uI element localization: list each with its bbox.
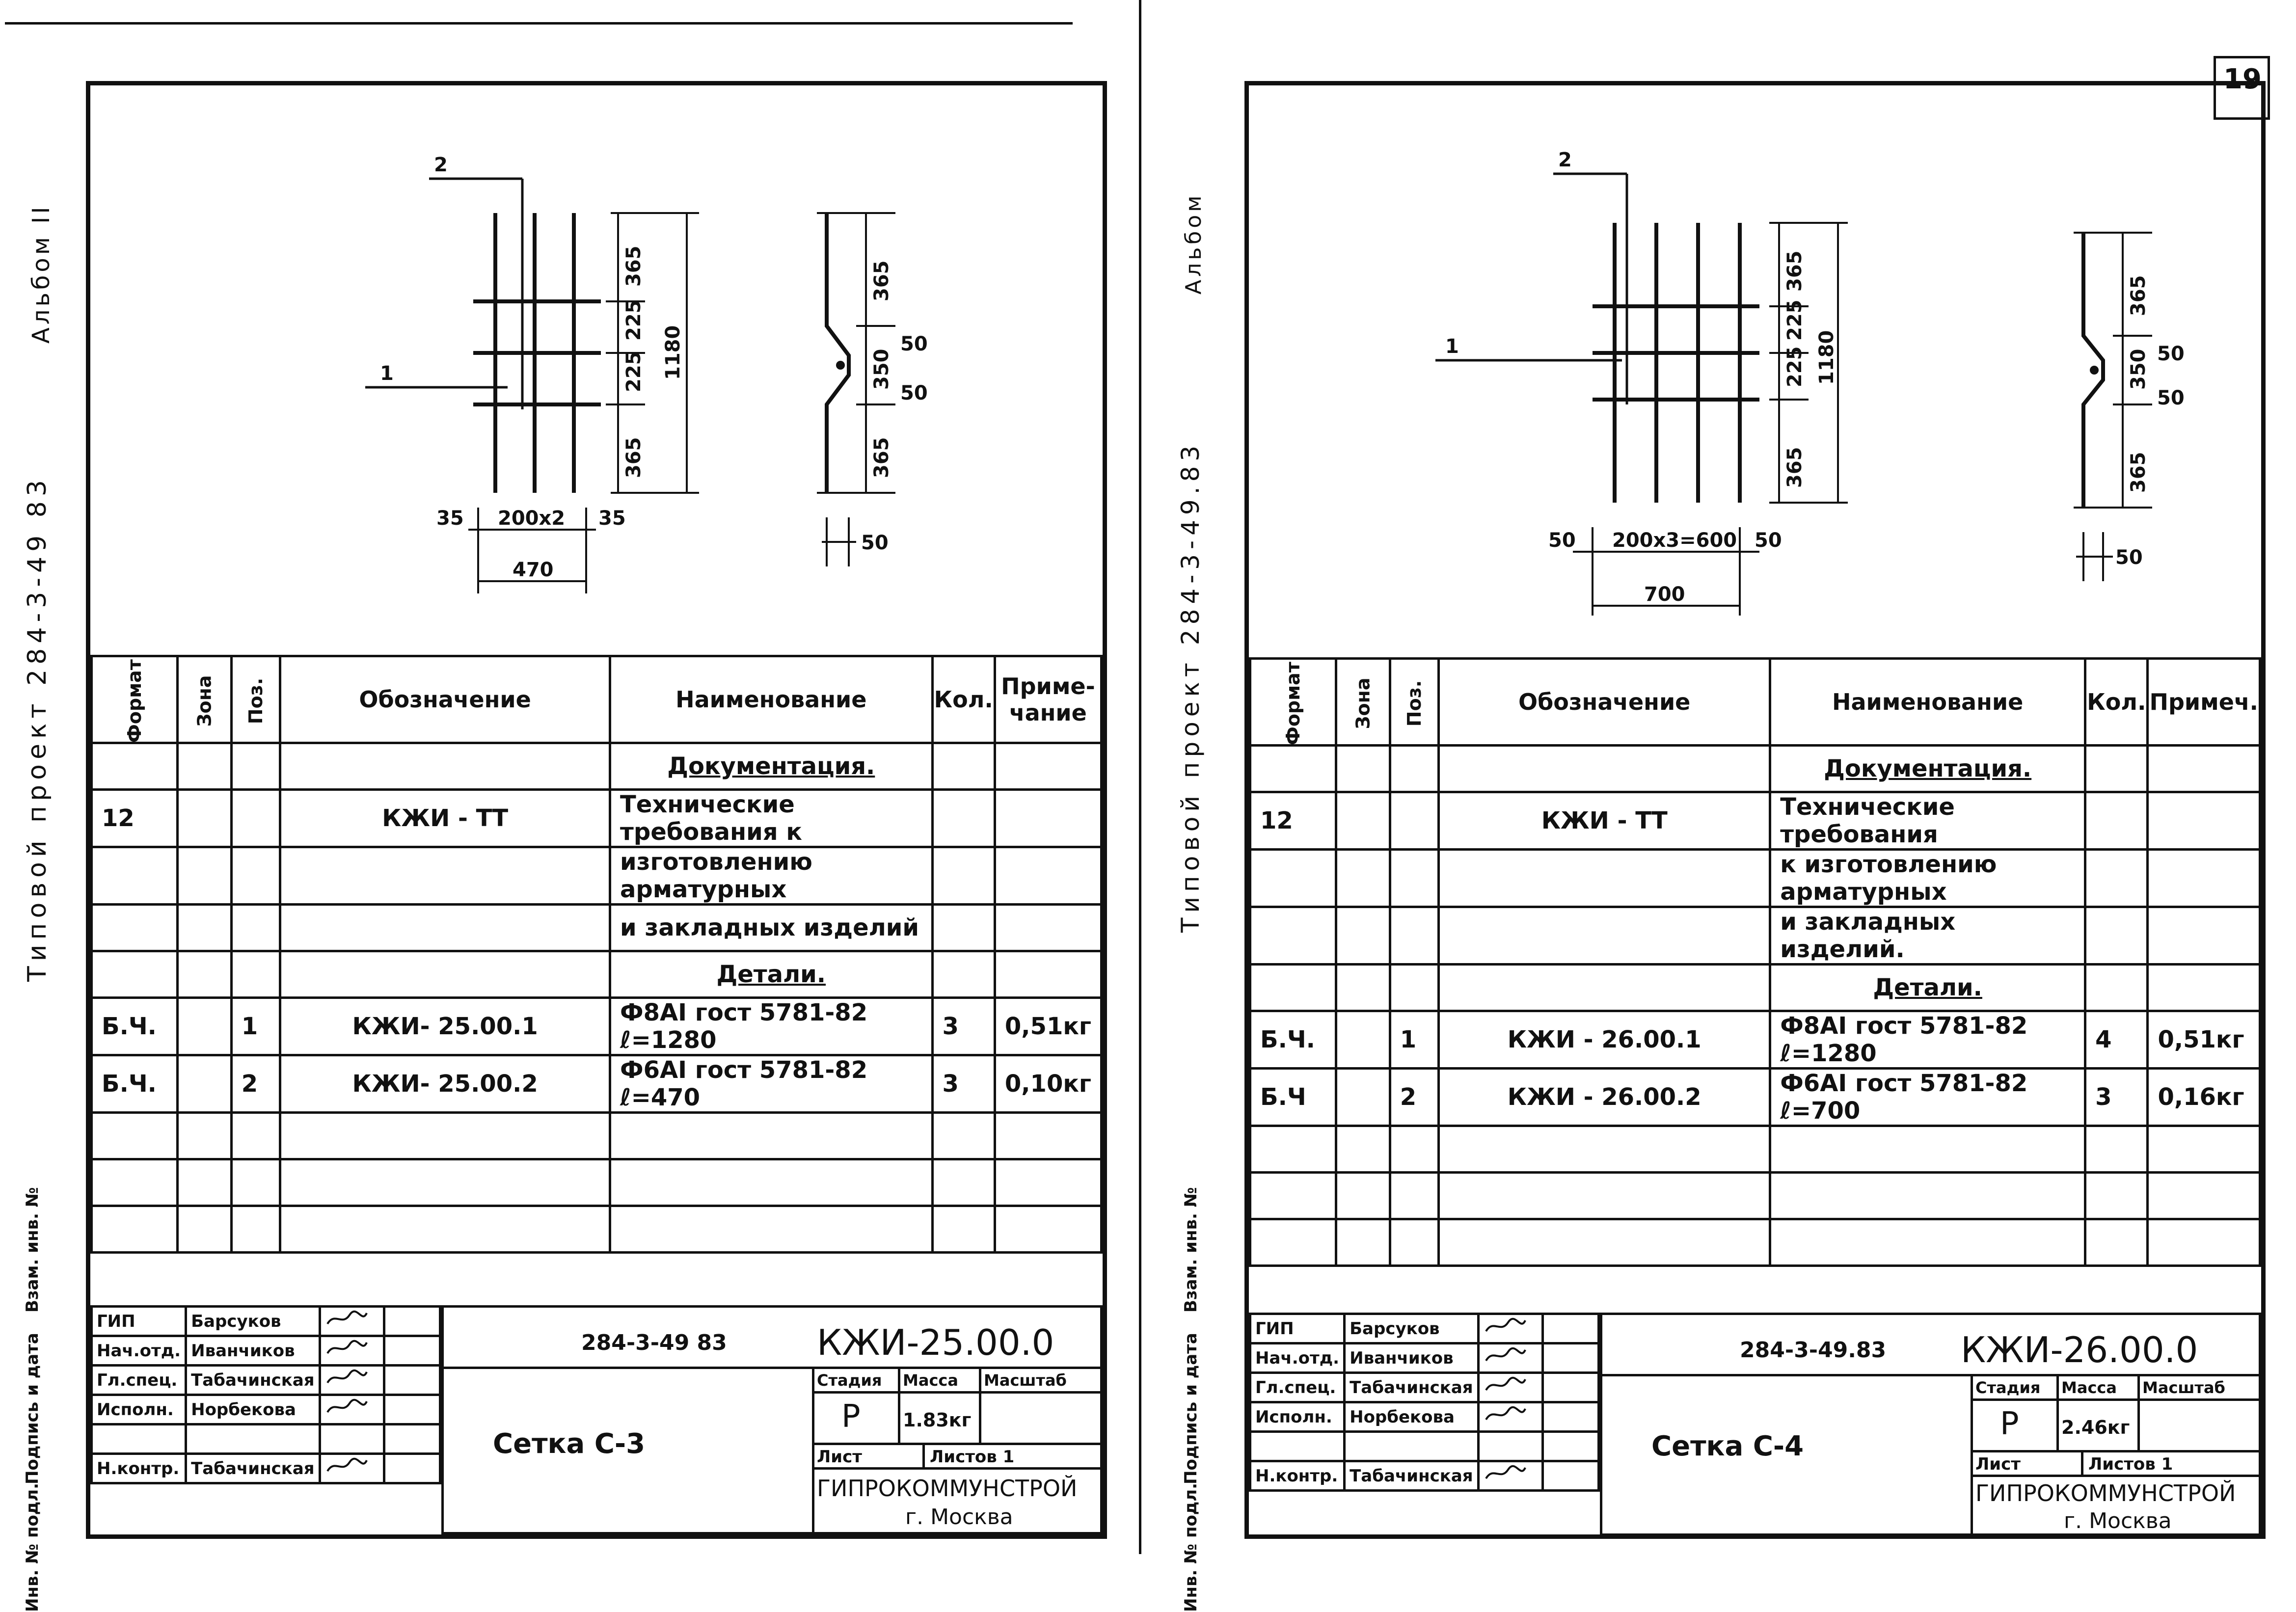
- signature-role: [92, 1424, 186, 1454]
- note-cell: [2148, 1173, 2260, 1219]
- pos-cell: 1: [1390, 1011, 1438, 1069]
- qty-cell: [2085, 850, 2148, 907]
- designation-cell: [1439, 746, 1770, 792]
- archive-label-signature: Подпись и дата: [23, 1333, 42, 1484]
- format-cell: [1250, 965, 1336, 1011]
- top-frame-line: [5, 22, 1073, 25]
- pos-cell: [231, 1159, 280, 1206]
- designation-cell: [280, 905, 610, 951]
- sheets-count: Листов 1: [930, 1447, 1015, 1467]
- mass-value: 2.46кг: [2061, 1417, 2130, 1438]
- format-cell: [92, 905, 178, 951]
- header-format: Формат: [92, 656, 178, 743]
- qty-cell: [932, 1159, 995, 1206]
- zone-cell: [177, 951, 231, 998]
- name-cell: [610, 1113, 933, 1159]
- signature-table: [90, 1305, 441, 1484]
- sheet-label: Лист: [1975, 1454, 2021, 1474]
- signature-date: [384, 1454, 440, 1483]
- qty-cell: [2085, 965, 2148, 1011]
- note-cell: 0,51кг: [2148, 1011, 2260, 1069]
- designation-cell: [1439, 1126, 1770, 1173]
- dim-bottom-mid: 200x2: [498, 507, 566, 530]
- zone-cell: [1336, 792, 1390, 850]
- archive-label-replace: Взам. инв. №: [23, 1187, 42, 1313]
- pos-cell: [231, 951, 280, 998]
- signature-role: Гл.спец.: [1250, 1373, 1345, 1402]
- pos-label-top: 2: [1558, 149, 1572, 171]
- signature-mark: [1478, 1402, 1542, 1432]
- profile-offset-1: 50: [900, 333, 928, 355]
- note-cell: [2148, 746, 2260, 792]
- specification-table: [90, 655, 1103, 1254]
- dim-right-3: 225: [622, 351, 645, 392]
- signature-role: Исполн.: [1250, 1402, 1345, 1432]
- pos-cell: [1390, 746, 1438, 792]
- name-cell: Технические требования к: [610, 790, 933, 847]
- signature-row: [92, 1336, 440, 1366]
- designation-cell: КЖИ - ТТ: [1439, 792, 1770, 850]
- qty-cell: [2085, 907, 2148, 965]
- pos-label-left: 1: [1445, 335, 1459, 358]
- signature-mark: [320, 1424, 384, 1454]
- specification-table: [1249, 657, 2261, 1267]
- pos-cell: [1390, 965, 1438, 1011]
- note-cell: [995, 790, 1101, 847]
- stage-label: Стадия: [817, 1371, 882, 1390]
- table-row: [92, 905, 1102, 951]
- pos-cell: [231, 905, 280, 951]
- signature-role: ГИП: [92, 1307, 186, 1336]
- format-cell: Б.Ч.: [92, 998, 178, 1055]
- note-cell: [995, 743, 1101, 790]
- table-row: [1250, 850, 2260, 907]
- table-row: [92, 743, 1102, 790]
- signature-date: [384, 1336, 440, 1366]
- dim-bottom-right: 35: [598, 507, 626, 530]
- name-cell: [610, 1159, 933, 1206]
- signature-role: Нач.отд.: [1250, 1343, 1345, 1373]
- name-cell: и закладных изделий.: [1770, 907, 2085, 965]
- designation-cell: КЖИ - 26.00.2: [1439, 1069, 1770, 1126]
- name-cell: изготовлению арматурных: [610, 847, 933, 905]
- pos-cell: [231, 790, 280, 847]
- zone-cell: [177, 1113, 231, 1159]
- format-cell: [92, 847, 178, 905]
- note-cell: [2148, 907, 2260, 965]
- designation-cell: КЖИ - ТТ: [280, 790, 610, 847]
- pos-cell: [1390, 1173, 1438, 1219]
- header-zone: Зона: [1336, 659, 1390, 746]
- pos-label-left: 1: [380, 362, 394, 385]
- name-cell: Документация.: [610, 743, 933, 790]
- pos-cell: [1390, 850, 1438, 907]
- format-cell: [1250, 1126, 1336, 1173]
- table-row: [92, 790, 1102, 847]
- signature-mark: [320, 1307, 384, 1336]
- signature-name: Табачинская: [186, 1454, 320, 1483]
- signature-row: [1250, 1343, 1599, 1373]
- side-label-album-right: Альбом: [1181, 192, 1206, 295]
- profile-dim-2: 350: [870, 349, 893, 390]
- signature-name: [186, 1424, 320, 1454]
- dim-right-4: 365: [622, 437, 645, 478]
- dim-right-4: 365: [1783, 447, 1806, 488]
- zone-cell: [1336, 1069, 1390, 1126]
- qty-cell: [2085, 746, 2148, 792]
- pos-cell: [1390, 792, 1438, 850]
- table-row: [1250, 792, 2260, 850]
- drawing-designation: КЖИ-25.00.0: [817, 1322, 1054, 1363]
- signature-mark: [1478, 1314, 1542, 1343]
- profile-dim-3: 365: [870, 437, 893, 478]
- note-cell: 0,10кг: [995, 1055, 1101, 1113]
- table-row: [92, 1159, 1102, 1206]
- pos-label-top: 2: [434, 154, 448, 176]
- signature-name: [1345, 1432, 1478, 1461]
- designation-cell: [1439, 907, 1770, 965]
- pos-cell: 1: [231, 998, 280, 1055]
- dim-total: 1180: [662, 325, 684, 380]
- dim-right-3: 225: [1783, 346, 1806, 387]
- name-cell: Ф6АI гост 5781-82 ℓ=470: [610, 1055, 933, 1113]
- name-cell: Ф8АI гост 5781-82 ℓ=1280: [610, 998, 933, 1055]
- signature-date: [384, 1424, 440, 1454]
- zone-cell: [177, 905, 231, 951]
- header-pos: Поз.: [1390, 659, 1438, 746]
- pos-cell: 2: [231, 1055, 280, 1113]
- zone-cell: [1336, 746, 1390, 792]
- signature-mark: [1478, 1432, 1542, 1461]
- designation-cell: [280, 1159, 610, 1206]
- name-cell: Ф6АI гост 5781-82 ℓ=700: [1770, 1069, 2085, 1126]
- table-row: [1250, 1126, 2260, 1173]
- header-format: Формат: [1250, 659, 1336, 746]
- qty-cell: 3: [932, 998, 995, 1055]
- signature-row: [92, 1307, 440, 1336]
- signature-mark: [320, 1336, 384, 1366]
- name-cell: к изготовлению арматурных: [1770, 850, 2085, 907]
- organization-city: г. Москва: [905, 1505, 1013, 1530]
- dim-bottom-left: 35: [436, 507, 464, 530]
- format-cell: [1250, 907, 1336, 965]
- note-cell: [2148, 850, 2260, 907]
- designation-cell: [280, 847, 610, 905]
- table-row: [1250, 907, 2260, 965]
- qty-cell: [2085, 1173, 2148, 1219]
- signature-date: [1542, 1432, 1598, 1461]
- pos-cell: [231, 847, 280, 905]
- organization: ГИПРОКОММУНСТРОЙ: [1975, 1480, 2236, 1506]
- stage-value: Р: [841, 1398, 861, 1435]
- signature-row: [1250, 1373, 1599, 1402]
- signature-role: [1250, 1432, 1345, 1461]
- note-cell: [2148, 792, 2260, 850]
- qty-cell: [932, 790, 995, 847]
- dim-total: 1180: [1815, 330, 1838, 385]
- table-row: [92, 1055, 1102, 1113]
- signature-name: Барсуков: [1345, 1314, 1478, 1343]
- mesh-drawing: [1249, 85, 2261, 655]
- zone-cell: [177, 1159, 231, 1206]
- name-cell: Детали.: [610, 951, 933, 998]
- qty-cell: [932, 743, 995, 790]
- signature-date: [1542, 1314, 1598, 1343]
- signature-date: [384, 1307, 440, 1336]
- note-cell: [995, 951, 1101, 998]
- signature-role: Исполн.: [92, 1395, 186, 1424]
- signature-date: [1542, 1373, 1598, 1402]
- dim-right-1: 365: [1783, 250, 1806, 292]
- designation-cell: [1439, 850, 1770, 907]
- signature-mark: [320, 1395, 384, 1424]
- profile-thickness: 50: [861, 532, 889, 554]
- dim-width: 700: [1644, 583, 1685, 606]
- project-code: 284-3-49 83: [581, 1330, 727, 1355]
- format-cell: 12: [1250, 792, 1336, 850]
- center-divider: [1139, 0, 1141, 1554]
- header-qty: Кол.: [2085, 659, 2148, 746]
- title-block: [90, 1229, 1103, 1534]
- pos-cell: [231, 743, 280, 790]
- signature-name: Табачинская: [186, 1366, 320, 1395]
- name-cell: [1770, 1126, 2085, 1173]
- signature-mark: [320, 1454, 384, 1483]
- note-cell: [995, 847, 1101, 905]
- pos-cell: 2: [1390, 1069, 1438, 1126]
- signature-date: [1542, 1343, 1598, 1373]
- profile-dim-1: 365: [2127, 275, 2150, 316]
- designation-cell: [280, 743, 610, 790]
- signature-name: Табачинская: [1345, 1461, 1478, 1491]
- page-number: 19: [2223, 63, 2262, 95]
- signature-row: [1250, 1402, 1599, 1432]
- zone-cell: [1336, 1173, 1390, 1219]
- pos-cell: [231, 1113, 280, 1159]
- signature-name: Норбекова: [1345, 1402, 1478, 1432]
- qty-cell: [932, 951, 995, 998]
- format-cell: Б.Ч.: [1250, 1011, 1336, 1069]
- designation-cell: КЖИ - 26.00.1: [1439, 1011, 1770, 1069]
- signature-row: [92, 1395, 440, 1424]
- qty-cell: 4: [2085, 1011, 2148, 1069]
- signature-date: [1542, 1402, 1598, 1432]
- qty-cell: [932, 1113, 995, 1159]
- drawing-designation: КЖИ-26.00.0: [1961, 1329, 2198, 1370]
- name-cell: [1770, 1173, 2085, 1219]
- designation-cell: [280, 951, 610, 998]
- zone-cell: [1336, 850, 1390, 907]
- archive-label-inventory: Инв. № подл.: [1181, 1482, 1201, 1612]
- profile-offset-2: 50: [900, 382, 928, 404]
- side-label-project-right: Типовой проект 284-3-49.83: [1176, 440, 1205, 933]
- mass-label: Масса: [2061, 1378, 2117, 1397]
- signature-name: Барсуков: [186, 1307, 320, 1336]
- qty-cell: [932, 905, 995, 951]
- table-row: [1250, 965, 2260, 1011]
- qty-cell: [2085, 1126, 2148, 1173]
- header-zone: Зона: [177, 656, 231, 743]
- signature-row: [1250, 1432, 1599, 1461]
- signature-role: ГИП: [1250, 1314, 1345, 1343]
- profile-offset-2: 50: [2157, 387, 2185, 409]
- dim-right-2: 225: [622, 299, 645, 341]
- signature-name: Норбекова: [186, 1395, 320, 1424]
- zone-cell: [1336, 907, 1390, 965]
- mass-value: 1.83кг: [903, 1409, 972, 1431]
- note-cell: 0,16кг: [2148, 1069, 2260, 1126]
- archive-label-inventory: Инв. № подл.: [23, 1482, 42, 1612]
- sheet-label: Лист: [817, 1447, 862, 1467]
- title-block: [1249, 1236, 2261, 1542]
- profile-dim-1: 365: [870, 260, 893, 301]
- header-designation: Обозначение: [280, 656, 610, 743]
- sheets-count: Листов 1: [2088, 1454, 2173, 1474]
- dim-bottom-left: 50: [1548, 529, 1576, 552]
- format-cell: [92, 743, 178, 790]
- side-label-album-left: Альбом II: [27, 204, 55, 344]
- table-row: [92, 847, 1102, 905]
- zone-cell: [1336, 1126, 1390, 1173]
- qty-cell: [2085, 792, 2148, 850]
- header-note: Приме-чание: [995, 656, 1101, 743]
- qty-cell: [932, 847, 995, 905]
- side-label-project-left: Типовой проект 284-3-49 83: [23, 475, 52, 982]
- signature-row: [92, 1424, 440, 1454]
- signature-role: Гл.спец.: [92, 1366, 186, 1395]
- table-row: [92, 998, 1102, 1055]
- name-cell: и закладных изделий: [610, 905, 933, 951]
- archive-label-replace: Взам. инв. №: [1181, 1187, 1201, 1313]
- zone-cell: [177, 790, 231, 847]
- mesh-drawing: [90, 85, 1103, 655]
- drawing-title: Сетка С-3: [493, 1428, 646, 1460]
- project-code: 284-3-49.83: [1740, 1338, 1887, 1363]
- table-row: [1250, 746, 2260, 792]
- format-cell: Б.Ч: [1250, 1069, 1336, 1126]
- designation-cell: [1439, 965, 1770, 1011]
- format-cell: Б.Ч.: [92, 1055, 178, 1113]
- profile-thickness: 50: [2115, 546, 2143, 569]
- archive-label-signature: Подпись и дата: [1181, 1333, 1201, 1484]
- header-qty: Кол.: [932, 656, 995, 743]
- signature-date: [384, 1366, 440, 1395]
- signature-date: [384, 1395, 440, 1424]
- signature-name: Иванчиков: [1345, 1343, 1478, 1373]
- signature-role: Нач.отд.: [92, 1336, 186, 1366]
- signature-table: [1249, 1313, 1600, 1492]
- name-cell: Детали.: [1770, 965, 2085, 1011]
- signature-mark: [1478, 1373, 1542, 1402]
- qty-cell: 3: [932, 1055, 995, 1113]
- scale-label: Масштаб: [984, 1371, 1067, 1390]
- format-cell: [92, 1113, 178, 1159]
- designation-cell: [1439, 1173, 1770, 1219]
- format-cell: [1250, 850, 1336, 907]
- table-row: [1250, 1069, 2260, 1126]
- signature-mark: [1478, 1461, 1542, 1491]
- signature-role: Н.контр.: [1250, 1461, 1345, 1491]
- zone-cell: [177, 743, 231, 790]
- profile-dim-2: 350: [2127, 349, 2150, 390]
- zone-cell: [177, 998, 231, 1055]
- name-cell: Документация.: [1770, 746, 2085, 792]
- designation-cell: КЖИ- 25.00.2: [280, 1055, 610, 1113]
- mass-label: Масса: [903, 1371, 958, 1390]
- note-cell: [995, 1159, 1101, 1206]
- signature-row: [92, 1366, 440, 1395]
- header-name: Наименование: [1770, 659, 2085, 746]
- zone-cell: [1336, 965, 1390, 1011]
- table-row: [92, 951, 1102, 998]
- note-cell: [995, 905, 1101, 951]
- name-cell: Технические требования: [1770, 792, 2085, 850]
- organization: ГИПРОКОММУНСТРОЙ: [817, 1475, 1078, 1502]
- note-cell: [2148, 1126, 2260, 1173]
- dim-width: 470: [513, 559, 554, 581]
- zone-cell: [177, 1055, 231, 1113]
- signature-mark: [1478, 1343, 1542, 1373]
- stage-label: Стадия: [1975, 1378, 2041, 1397]
- format-cell: [1250, 746, 1336, 792]
- dim-right-1: 365: [622, 245, 645, 287]
- scale-label: Масштаб: [2142, 1378, 2225, 1397]
- name-cell: Ф8АI гост 5781-82 ℓ=1280: [1770, 1011, 2085, 1069]
- signature-row: [1250, 1461, 1599, 1491]
- pos-cell: [1390, 1126, 1438, 1173]
- dim-right-2: 225: [1783, 299, 1806, 341]
- designation-cell: [280, 1113, 610, 1159]
- qty-cell: 3: [2085, 1069, 2148, 1126]
- signature-role: Н.контр.: [92, 1454, 186, 1483]
- signature-row: [1250, 1314, 1599, 1343]
- note-cell: [2148, 965, 2260, 1011]
- format-cell: [92, 951, 178, 998]
- pos-cell: [1390, 907, 1438, 965]
- dim-bottom-right: 50: [1755, 529, 1782, 552]
- table-row: [1250, 1173, 2260, 1219]
- table-row: [92, 1113, 1102, 1159]
- header-name: Наименование: [610, 656, 933, 743]
- header-note: Примеч.: [2148, 659, 2260, 746]
- note-cell: 0,51кг: [995, 998, 1101, 1055]
- organization-city: г. Москва: [2064, 1508, 2172, 1533]
- profile-dim-3: 365: [2127, 452, 2150, 493]
- signature-name: Иванчиков: [186, 1336, 320, 1366]
- header-pos: Поз.: [231, 656, 280, 743]
- dim-bottom-mid: 200x3=600: [1612, 529, 1737, 552]
- signature-mark: [320, 1366, 384, 1395]
- stage-value: Р: [2000, 1406, 2019, 1442]
- profile-offset-1: 50: [2157, 343, 2185, 365]
- signature-name: Табачинская: [1345, 1373, 1478, 1402]
- zone-cell: [177, 847, 231, 905]
- signature-date: [1542, 1461, 1598, 1491]
- header-designation: Обозначение: [1439, 659, 1770, 746]
- format-cell: 12: [92, 790, 178, 847]
- zone-cell: [1336, 1011, 1390, 1069]
- designation-cell: КЖИ- 25.00.1: [280, 998, 610, 1055]
- drawing-title: Сетка С-4: [1651, 1430, 1804, 1462]
- note-cell: [995, 1113, 1101, 1159]
- signature-row: [92, 1454, 440, 1483]
- format-cell: [92, 1159, 178, 1206]
- format-cell: [1250, 1173, 1336, 1219]
- table-row: [1250, 1011, 2260, 1069]
